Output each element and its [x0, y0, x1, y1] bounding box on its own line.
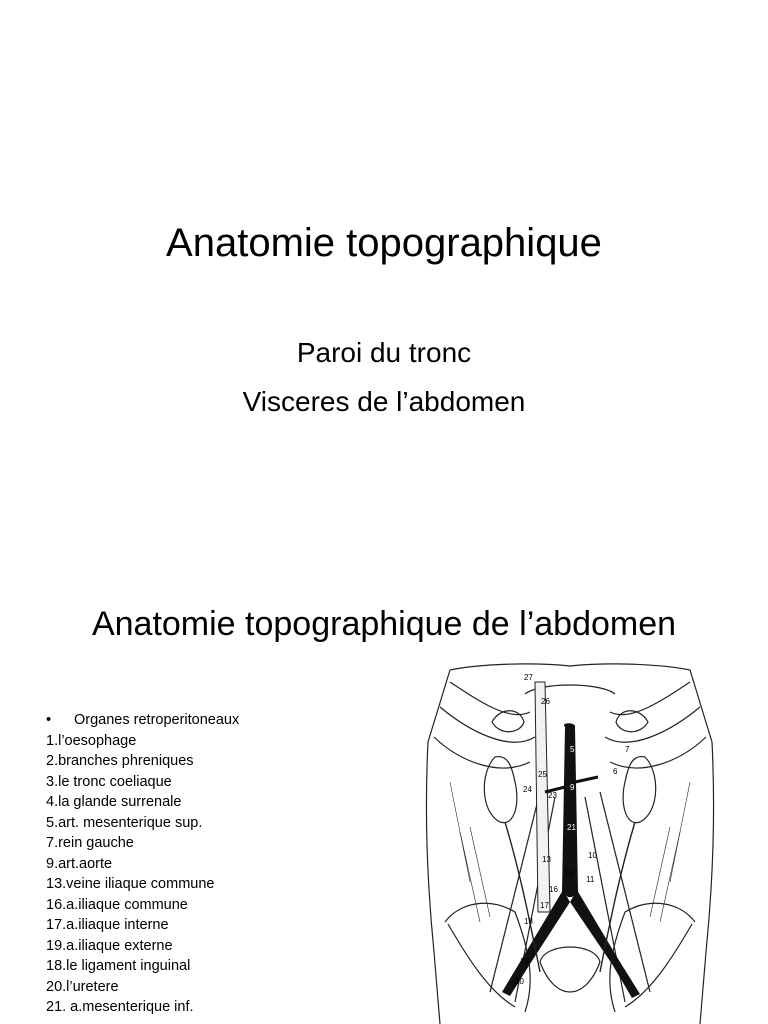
figure-label: 17: [540, 901, 549, 910]
slide-2: [0, 576, 768, 1024]
list-item: 19.a.iliaque externe: [46, 937, 173, 954]
figure-label: 27: [524, 673, 533, 682]
list-item: 3.le tronc coeliaque: [46, 773, 172, 790]
list-item: 4.la glande surrenale: [46, 794, 182, 810]
figure-label: 11: [586, 875, 595, 884]
figure-label: 20: [515, 977, 524, 986]
list-heading-text: Organes retroperitoneaux: [74, 712, 240, 728]
figure-label: 24: [523, 785, 532, 794]
list-item: 1.l’oesophage: [46, 732, 137, 749]
list-item: 9.art.aorte: [46, 855, 113, 872]
list-item: 18.le ligament inguinal: [46, 958, 191, 974]
figure-label: 6: [613, 767, 618, 776]
subtitle-line-1: Paroi du tronc: [296, 337, 472, 368]
list-item: 5.art. mesenterique sup.: [46, 814, 203, 831]
anatomy-drawing: [420, 662, 720, 1024]
figure-label: 15: [564, 869, 573, 878]
list-item: 17.a.iliaque interne: [46, 917, 169, 933]
slide-title: Anatomie topographique de l’abdomen: [91, 605, 677, 643]
figure-label: 26: [541, 697, 550, 706]
list-item: 16.a.iliaque commune: [46, 896, 188, 913]
figure-label: 21: [567, 823, 576, 832]
figure-label: 19: [520, 957, 529, 966]
figure-label: 16: [549, 885, 558, 894]
figure-label: 9: [570, 783, 575, 792]
figure-label: 18: [524, 917, 533, 926]
figure-label: 13: [542, 855, 551, 864]
figure-label: 5: [570, 745, 575, 754]
subtitle-line-2: Visceres de l’abdomen: [242, 386, 526, 417]
list-item: 7.rein gauche: [46, 835, 134, 851]
list-item: 13.veine iliaque commune: [46, 876, 215, 892]
list-item: 20.l’uretere: [46, 978, 119, 995]
abdomen-anatomy-illustration: [420, 662, 720, 1024]
slide-title: Anatomie topographique: [166, 221, 602, 265]
figure-label: 25: [538, 770, 547, 779]
list-heading: [46, 710, 376, 731]
organ-list: [46, 710, 376, 1018]
list-item: 2.branches phreniques: [46, 753, 194, 769]
figure-label: 7: [625, 745, 630, 754]
bullet-icon: •: [46, 712, 52, 728]
list-item: 21. a.mesenterique inf.: [46, 999, 194, 1015]
figure-label: 23: [548, 791, 557, 800]
figure-label: 10: [588, 851, 597, 860]
